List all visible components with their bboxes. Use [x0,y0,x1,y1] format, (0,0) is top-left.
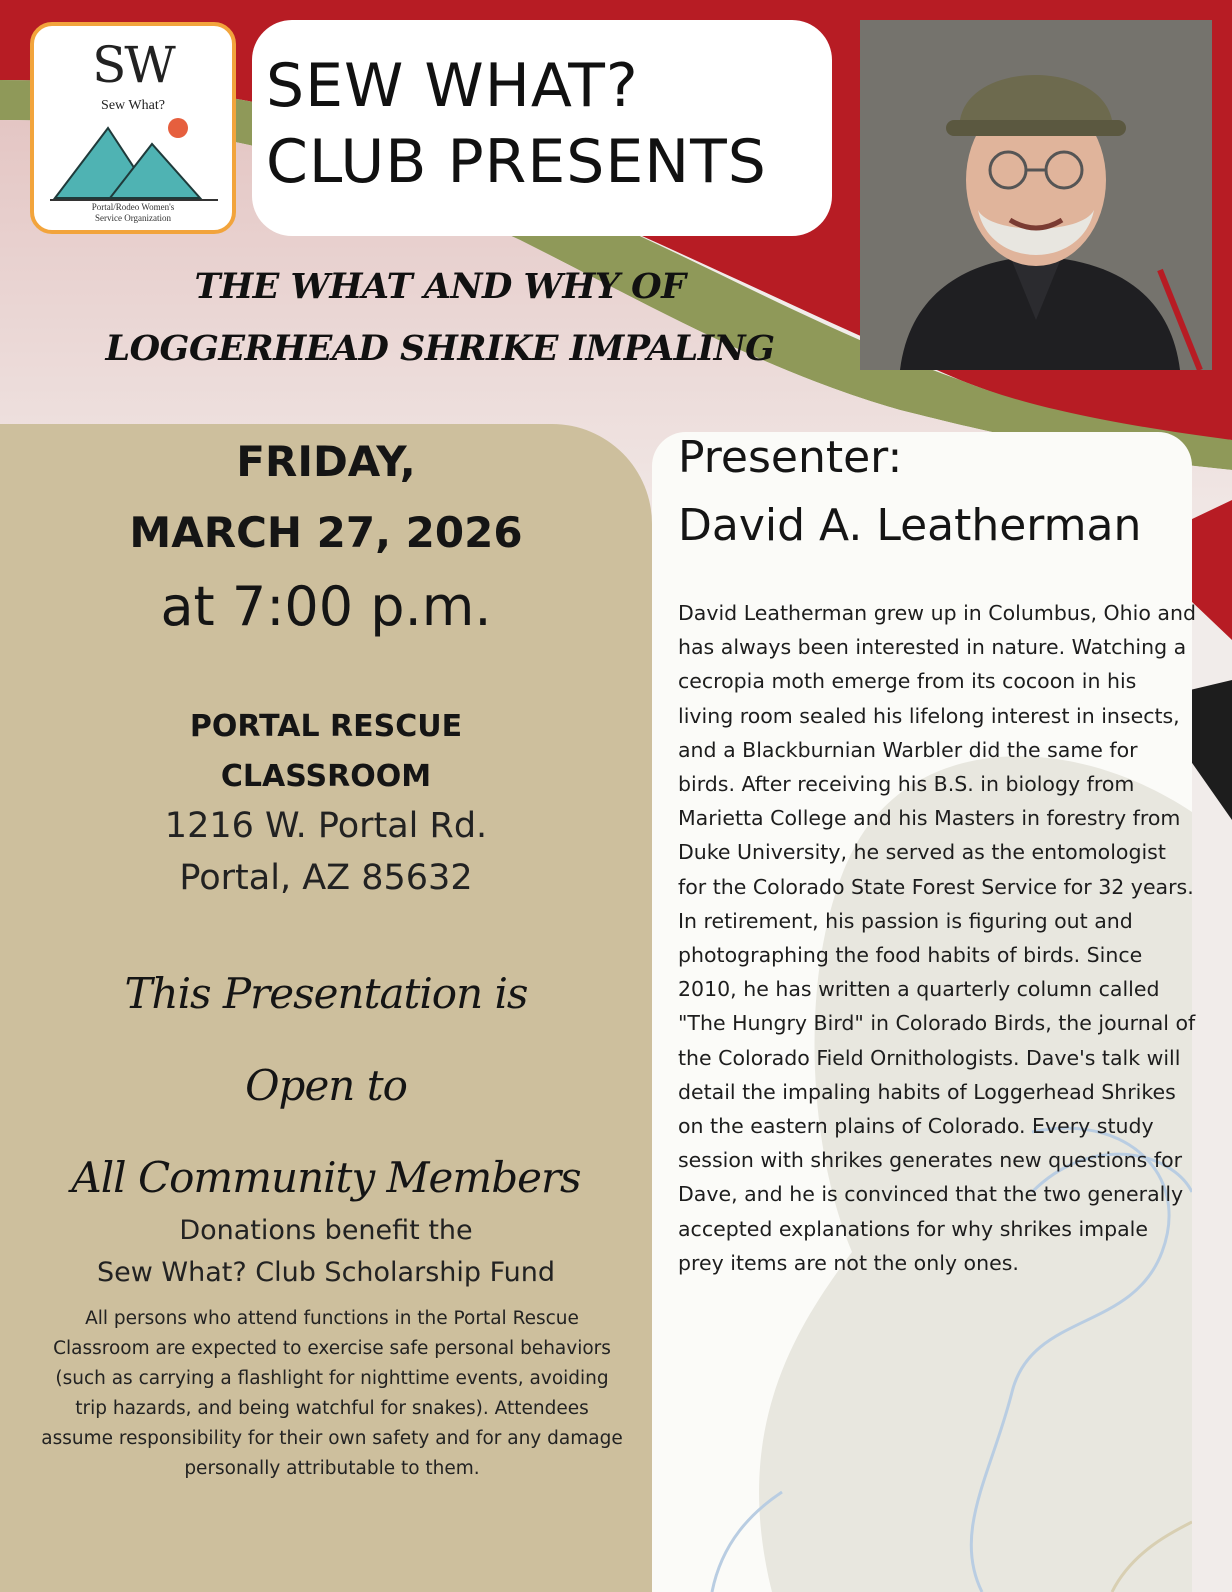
title-line1: SEW WHAT? [266,51,639,121]
safety-disclaimer: All persons who attend functions in the Portal Rescue Classroom are expected to exercise safe personal behaviors (such as carrying a flashlight for nighttime events, avoiding trip hazards, and being watchful for snakes). Attendees assume responsibility for their own safety and for any damage personally attributable to them. [41,1308,623,1479]
title-line2: CLUB PRESENTS [266,127,767,197]
logo-name: Sew What? [101,98,165,113]
presenter-portrait-illustration [860,20,1212,370]
venue-line2: CLASSROOM [220,759,432,794]
open-to-community [0,948,652,1224]
logo-org-name [34,202,232,224]
open-line1: This Presentation is [124,969,528,1018]
presenter-name: David A. Leatherman [678,500,1142,551]
mountains-sun-icon [50,114,220,204]
event-day: FRIDAY, [236,437,416,486]
logo-monogram: SW [92,36,174,94]
address-line1: 1216 W. Portal Rd. [164,806,488,846]
subtitle-line1: THE WHAT AND WHY OF [194,266,686,307]
presenter-label: Presenter: [678,432,903,483]
donation-line2: Sew What? Club Scholarship Fund [96,1257,556,1288]
logo-org-line2: Service Organization [94,213,172,223]
subtitle-line2: LOGGERHEAD SHRIKE IMPALING [105,328,775,369]
event-address [0,800,652,904]
event-venue [0,702,652,802]
open-line2: Open to [245,1061,407,1110]
event-time: at 7:00 p.m. [160,575,492,638]
open-line3: All Community Members [71,1153,581,1202]
logo-org-line1: Portal/Rodeo Women's [91,202,175,212]
presentation-title [30,256,850,380]
event-date: MARCH 27, 2026 [129,508,523,557]
venue-line1: PORTAL RESCUE [189,709,463,744]
address-line2: Portal, AZ 85632 [179,858,473,898]
presenter-photo [860,20,1212,370]
title-box [252,20,832,236]
donation-line1: Donations benefit the [179,1215,473,1246]
presenter-bio: David Leatherman grew up in Columbus, Ohio and has always been interested in nature. Watching a cecropia moth emerge from its cocoon in his living room sealed his lifelong interest in insects, and a Blackburnian Warbler did the same for birds. After receiving his B.S. in biology from Marietta College and his Masters in forestry from Duke University, he served as the entomologist for the Colorado State Forest Service for 32 years. In retirement, his passion is figuring out and photographing the food habits of birds. Since 2010, he has written a quarterly column called "The Hungry Bird" in Colorado Birds, the journal of the Colorado Field Ornithologists. Dave's talk will detail the impaling habits of Loggerhead Shrikes on the eastern plains of Colorado. Every study session with shrikes generates new questions for Dave, and he is convinced that the two generally accepted explanations for why shrikes impale prey items are not the only ones. [678,601,1196,1275]
donation-note [0,1210,652,1294]
club-logo [30,22,236,234]
page-title [266,48,767,200]
